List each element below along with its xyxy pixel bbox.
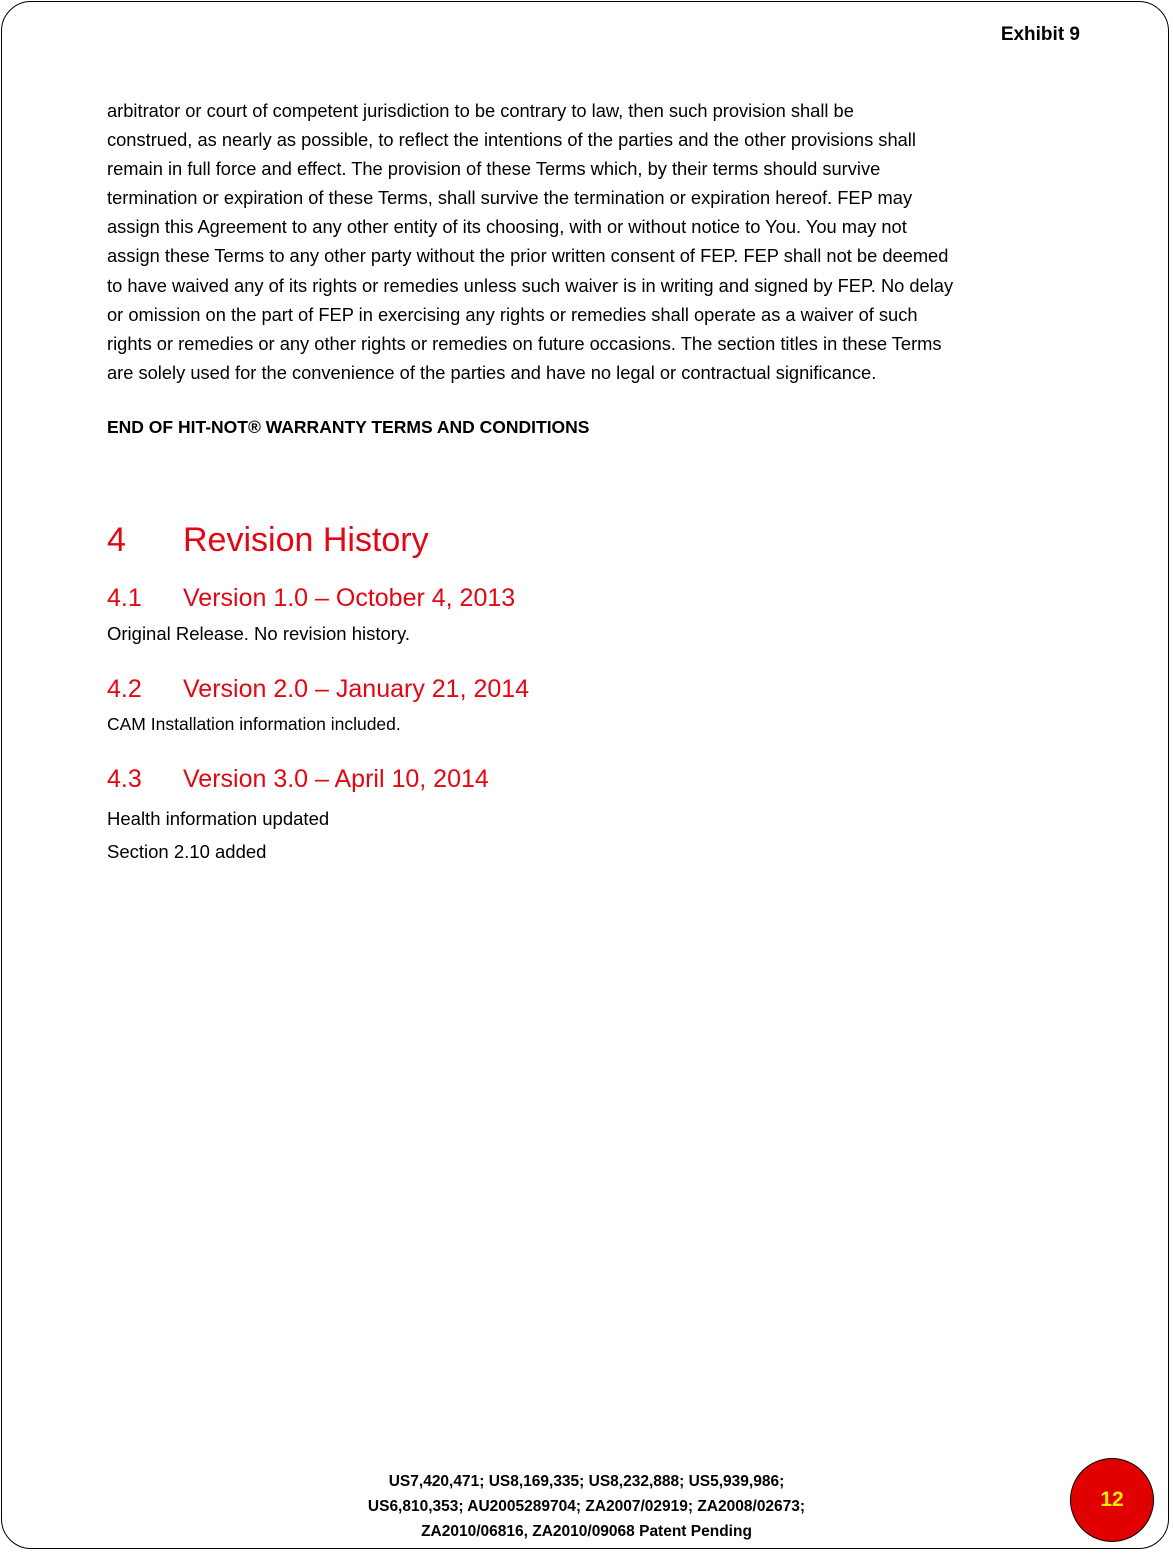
section-heading bbox=[107, 521, 429, 560]
patent-line: US7,420,471; US8,169,335; US8,232,888; US5,939,986; bbox=[388, 1473, 785, 1490]
terms-paragraph bbox=[107, 96, 1092, 387]
exhibit-label: Exhibit 9 bbox=[1000, 24, 1080, 45]
subsection-text: CAM Installation information included. bbox=[107, 714, 401, 734]
body-line: to have waived any of its rights or remedies unless such waiver is in writing and signed by FEP. No delay bbox=[107, 274, 954, 296]
subsection-title: Version 3.0 – April 10, 2014 bbox=[183, 765, 489, 793]
subsection-number: 4.1 bbox=[107, 584, 142, 612]
body-line: construed, as nearly as possible, to reflect the intentions of the parties and the other provisions shall bbox=[107, 129, 916, 151]
subsection-heading bbox=[107, 584, 515, 613]
subsection-heading bbox=[107, 765, 489, 794]
subsection-text: Section 2.10 added bbox=[107, 841, 267, 862]
subsection-title: Version 1.0 – October 4, 2013 bbox=[183, 584, 516, 612]
body-line: assign these Terms to any other party without the prior written consent of FEP. FEP shall not be deemed bbox=[107, 245, 949, 267]
subsection-text: Original Release. No revision history. bbox=[107, 623, 410, 644]
section-title: Revision History bbox=[183, 521, 429, 559]
body-line: remain in full force and effect. The provision of these Terms which, by their terms should survive bbox=[107, 158, 881, 180]
body-line: arbitrator or court of competent jurisdiction to be contrary to law, then such provision shall be bbox=[107, 100, 854, 121]
body-line: rights or remedies or any other rights or remedies on future occasions. The section titles in these Terms bbox=[107, 332, 942, 354]
page-number-badge: 12 bbox=[1070, 1458, 1154, 1542]
body-line: are solely used for the convenience of the parties and have no legal or contractual significance. bbox=[107, 361, 877, 383]
body-line: assign this Agreement to any other entity of its choosing, with or without notice to You. You may not bbox=[107, 216, 907, 238]
section-number: 4 bbox=[107, 521, 126, 559]
subsection-number: 4.3 bbox=[107, 765, 142, 793]
patent-line: ZA2010/06816, ZA2010/09068 Patent Pending bbox=[421, 1523, 752, 1540]
subsection-text: Health information updated bbox=[107, 808, 330, 829]
end-of-terms-line: END OF HIT-NOT® WARRANTY TERMS AND CONDITIONS bbox=[107, 417, 590, 437]
subsection-heading bbox=[107, 675, 529, 704]
body-line: or omission on the part of FEP in exercising any rights or remedies shall operate as a waiver of such bbox=[107, 303, 918, 325]
body-line: termination or expiration of these Terms, shall survive the termination or expiration hereof. FEP may bbox=[107, 187, 913, 209]
subsection-title: Version 2.0 – January 21, 2014 bbox=[183, 675, 530, 703]
patent-line: US6,810,353; AU2005289704; ZA2007/02919; ZA2008/02673; bbox=[367, 1498, 806, 1515]
subsection-number: 4.2 bbox=[107, 675, 142, 703]
patent-footer bbox=[0, 1469, 1173, 1544]
